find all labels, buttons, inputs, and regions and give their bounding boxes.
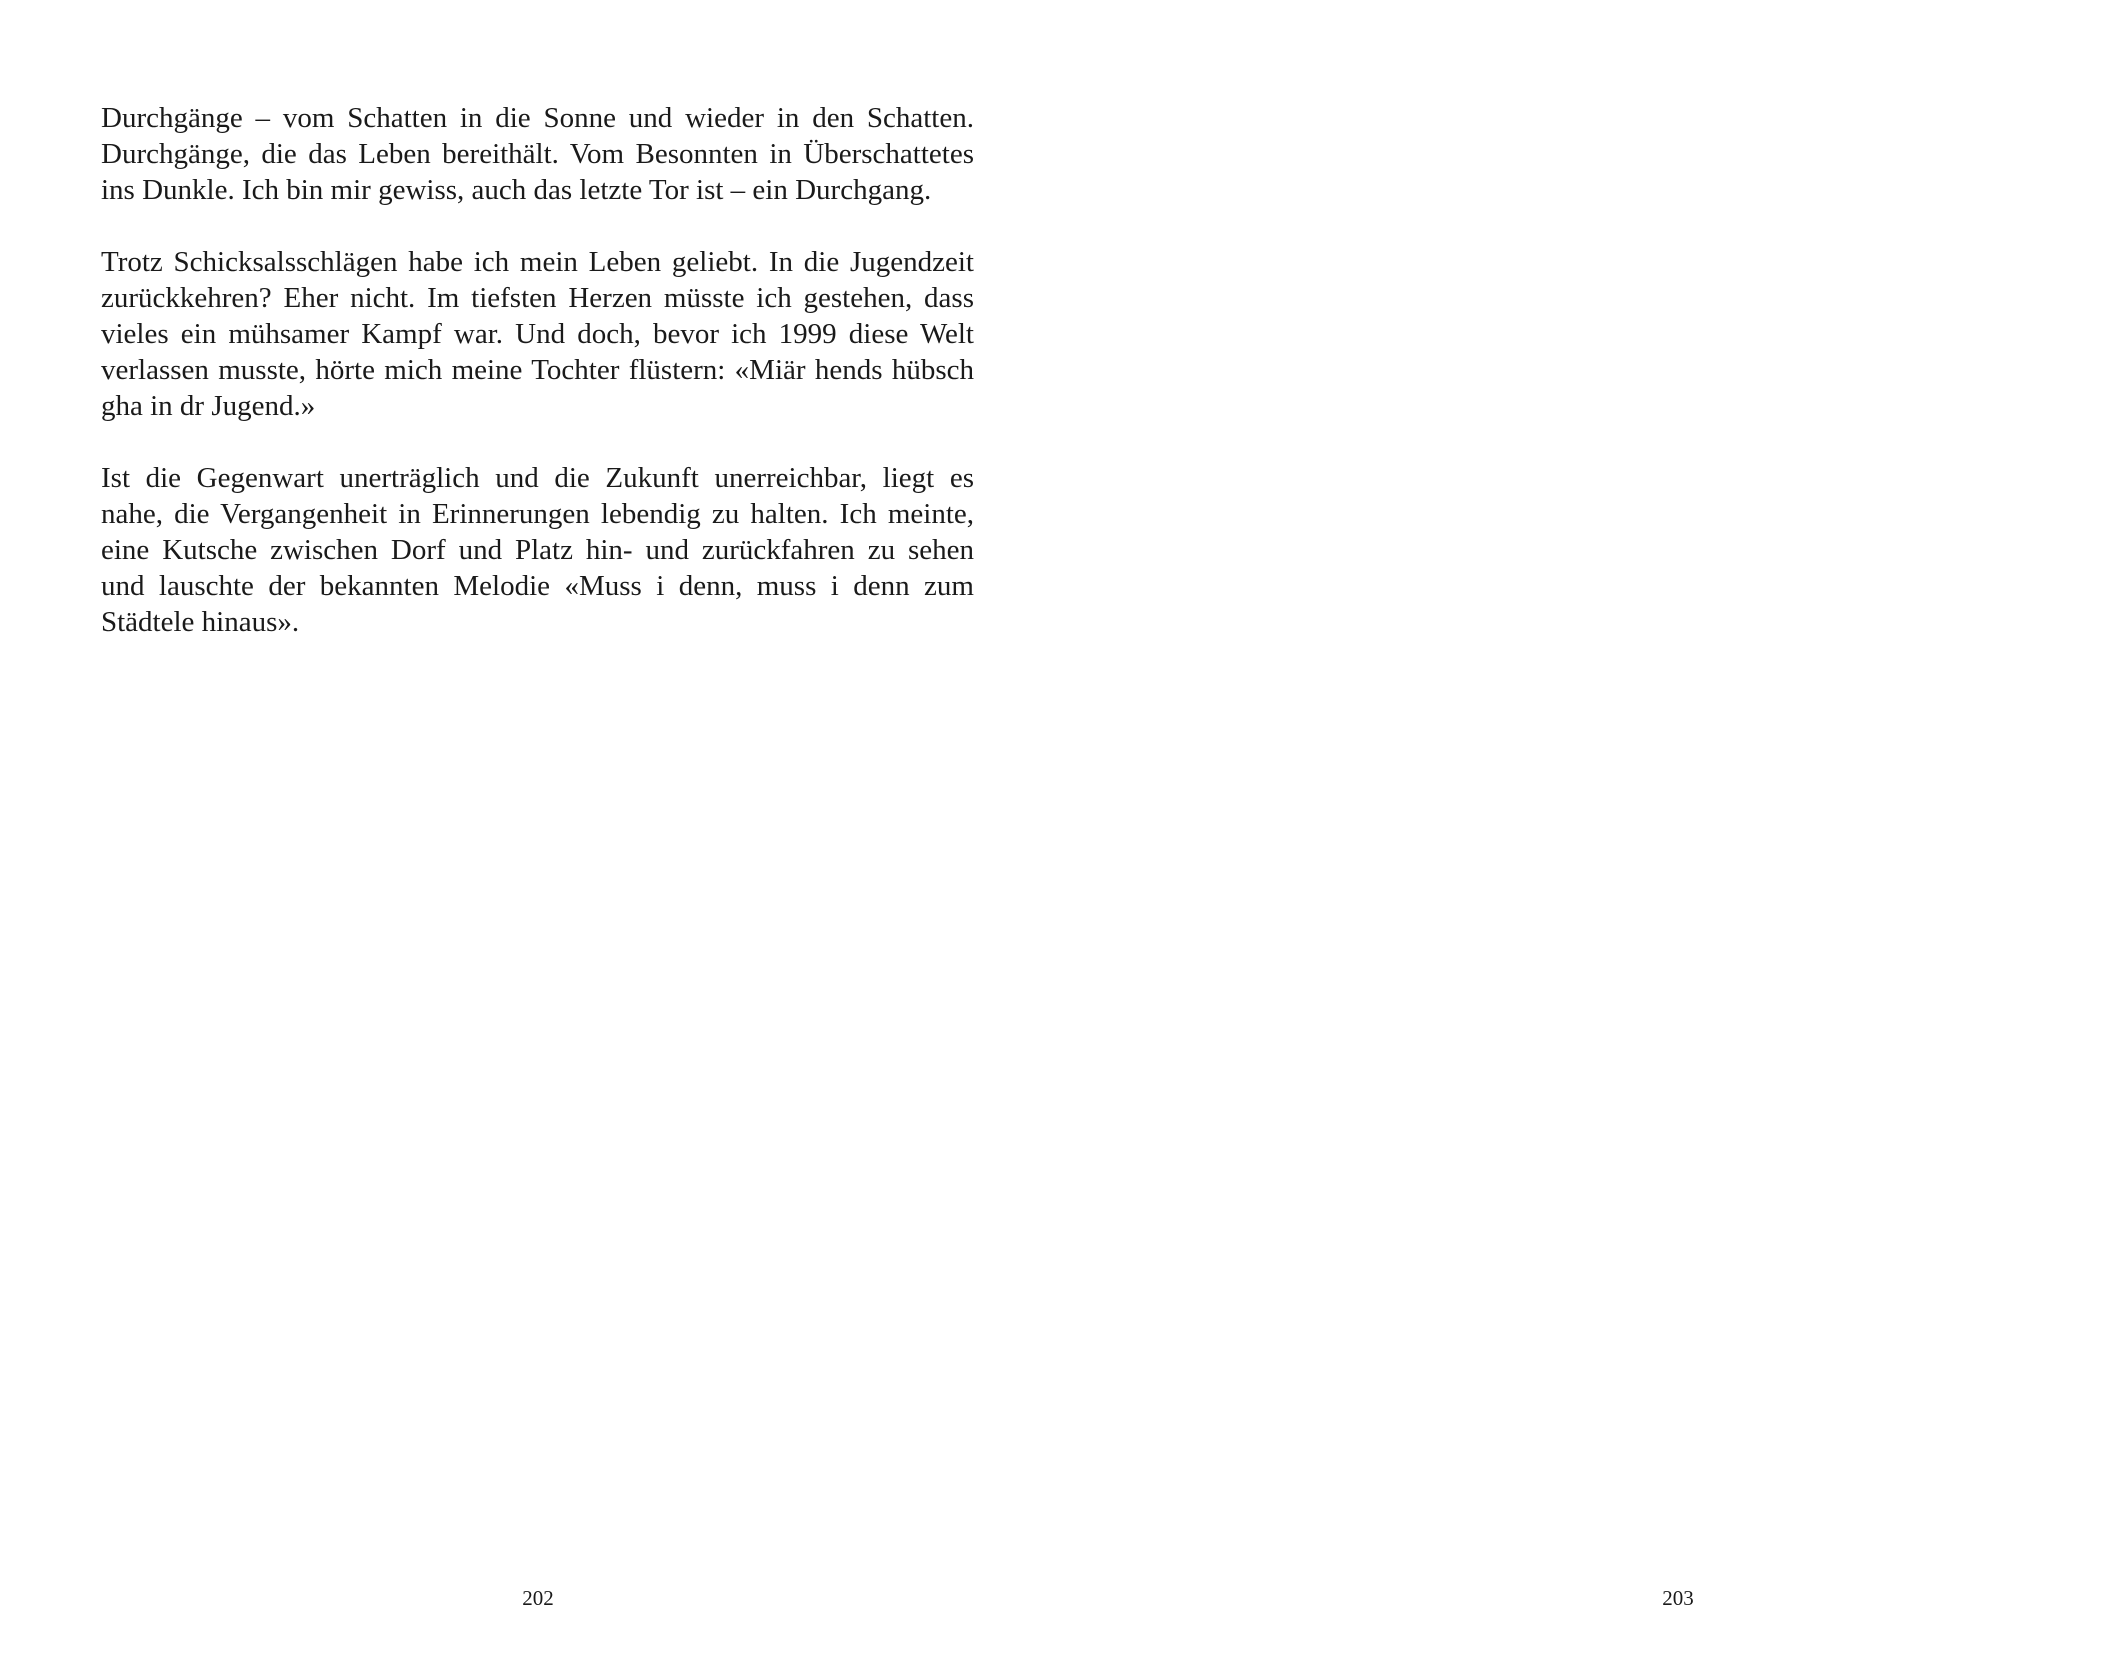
- right-page: [1063, 0, 2126, 1654]
- text-line: Städtele hinaus».: [101, 606, 300, 638]
- body-text: [101, 100, 974, 676]
- text-line: vieles ein mühsamer Kampf war. Und doch, bevor ich 1999 diese Welt: [101, 318, 974, 350]
- text-line: Trotz Schicksalsschlägen habe ich mein Leben geliebt. In die Jugendzeit: [101, 246, 974, 278]
- text-line: nahe, die Vergangenheit in Erinnerungen lebendig zu halten. Ich meinte,: [101, 498, 974, 530]
- text-line: Durchgänge, die das Leben bereithält. Vom Besonnten in Überschattetes: [101, 138, 974, 170]
- text-line: Ist die Gegenwart unerträglich und die Zukunft unerreichbar, liegt es: [101, 462, 974, 494]
- text-line: zurückkehren? Eher nicht. Im tiefsten Herzen müsste ich gestehen, dass: [101, 282, 974, 314]
- page-number-left: 202: [522, 1586, 554, 1610]
- paragraph-3: [101, 460, 974, 640]
- text-line: gha in dr Jugend.»: [101, 390, 316, 422]
- text-line: eine Kutsche zwischen Dorf und Platz hin- und zurückfahren zu sehen: [101, 534, 974, 566]
- text-line: verlassen musste, hörte mich meine Tochter flüstern: «Miär hends hübsch: [101, 354, 974, 386]
- page-number-right: 203: [1662, 1586, 1694, 1610]
- text-line: und lauschte der bekannten Melodie «Muss i denn, muss i denn zum: [101, 570, 974, 602]
- paragraph-1: [101, 100, 974, 208]
- text-line: Durchgänge – vom Schatten in die Sonne und wieder in den Schatten.: [101, 102, 974, 134]
- paragraph-2: [101, 244, 974, 424]
- text-line: ins Dunkle. Ich bin mir gewiss, auch das letzte Tor ist – ein Durchgang.: [101, 174, 932, 206]
